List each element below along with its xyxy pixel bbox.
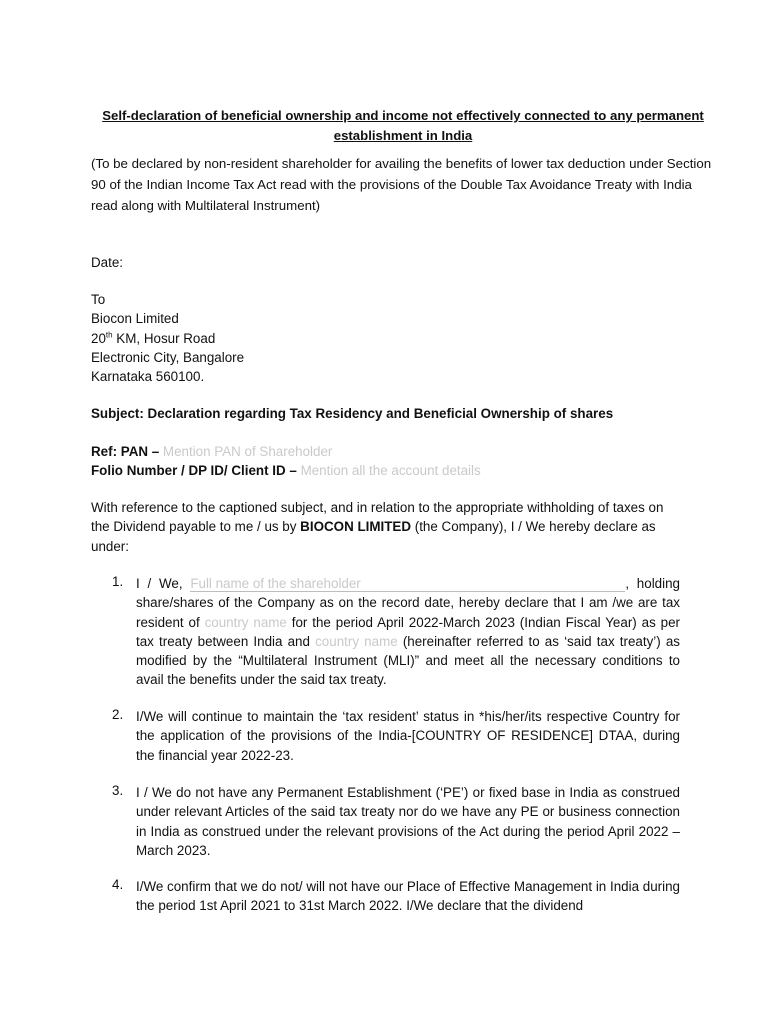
pan-line bbox=[91, 442, 711, 461]
list-item-number: 3. bbox=[112, 783, 124, 798]
address-line3: Karnataka 560100. bbox=[91, 369, 205, 385]
country-field-2[interactable]: country name bbox=[315, 633, 398, 649]
address-line1-number: 20 bbox=[91, 330, 106, 346]
list-item-text: I/We confirm that we do not/ will not have our Place of Effective Management in India during the period 1st April 2021 to 31st March 2022. I/We declare that the dividend bbox=[136, 879, 680, 914]
list-item-number: 1. bbox=[112, 574, 124, 589]
address-line1-rest: KM, Hosur Road bbox=[112, 330, 216, 346]
address-line1 bbox=[91, 329, 681, 348]
pan-label: Ref: PAN – bbox=[91, 444, 163, 459]
item1-mid: for the period April 2022-March 2023 (Indian Fiscal Year) as per tax treaty between India and bbox=[136, 614, 680, 649]
item1-lead: I / We, bbox=[136, 576, 191, 591]
address-to: To bbox=[91, 292, 106, 307]
item1-end: (hereinafter referred to as ‘said tax treaty’) as modified by the “Multilateral Instrument (MLI)” and meet all the necessary conditions to avail the benefits under the said tax treaty. bbox=[136, 633, 680, 688]
paragraph-part1: With reference to the captioned subject, and in relation to the appropriate withholding of taxes on the Dividend payable to me / us by bbox=[91, 500, 664, 535]
folio-field[interactable]: Mention all the account details bbox=[300, 463, 481, 479]
list-item-text: I / We do not have any Permanent Establishment (‘PE’) or fixed base in India as construed under relevant Articles of the said tax treaty nor do we have any PE or business connection in India as construed under the relevant provisions of the Act during the period April 2022 – March 2023. bbox=[136, 785, 680, 858]
reference-paragraph bbox=[91, 498, 683, 556]
subject-line: Subject: Declaration regarding Tax Residency and Beneficial Ownership of shares bbox=[91, 406, 614, 421]
pan-field[interactable]: Mention PAN of Shareholder bbox=[162, 444, 333, 459]
folio-label: Folio Number / DP ID/ Client ID – bbox=[91, 463, 301, 479]
list-item-number: 2. bbox=[112, 707, 124, 722]
list-item-text bbox=[136, 574, 680, 690]
item1-after-name: , holding share/shares of the Company as on the record date, hereby declare that I am /we are tax resident of bbox=[136, 576, 680, 630]
address-line1-suffix: th bbox=[105, 330, 113, 340]
list-item-text: I/We will continue to maintain the ‘tax resident’ status in *his/her/its respective Country for the application of the provisions of the India-[COUNTRY OF RESIDENCE] DTAA, during the financial year 2022-23. bbox=[136, 709, 680, 763]
address-block bbox=[91, 290, 681, 386]
date-label: Date: bbox=[91, 255, 124, 270]
address-company: Biocon Limited bbox=[91, 311, 179, 327]
list-item-number: 4. bbox=[112, 877, 124, 892]
folio-line bbox=[91, 461, 711, 480]
country-field-1[interactable]: country name bbox=[204, 614, 287, 630]
shareholder-name-field[interactable]: Full name of the shareholder bbox=[190, 576, 625, 592]
paragraph-company: BIOCON LIMITED bbox=[300, 519, 412, 535]
document-title: Self-declaration of beneficial ownership and income not effectively connected to any permanent establishment in India bbox=[102, 108, 704, 143]
paragraph-part2: (the Company), I / We hereby declare as under: bbox=[91, 519, 656, 554]
address-line2: Electronic City, Bangalore bbox=[91, 349, 245, 365]
intro-paragraph: (To be declared by non-resident shareholder for availing the benefits of lower tax deduction under Section 90 of the Indian Income Tax Act read with the provisions of the Double Tax Avoidance Treaty with India read along with Multilateral Instrument) bbox=[91, 156, 712, 213]
reference-block bbox=[91, 442, 711, 481]
